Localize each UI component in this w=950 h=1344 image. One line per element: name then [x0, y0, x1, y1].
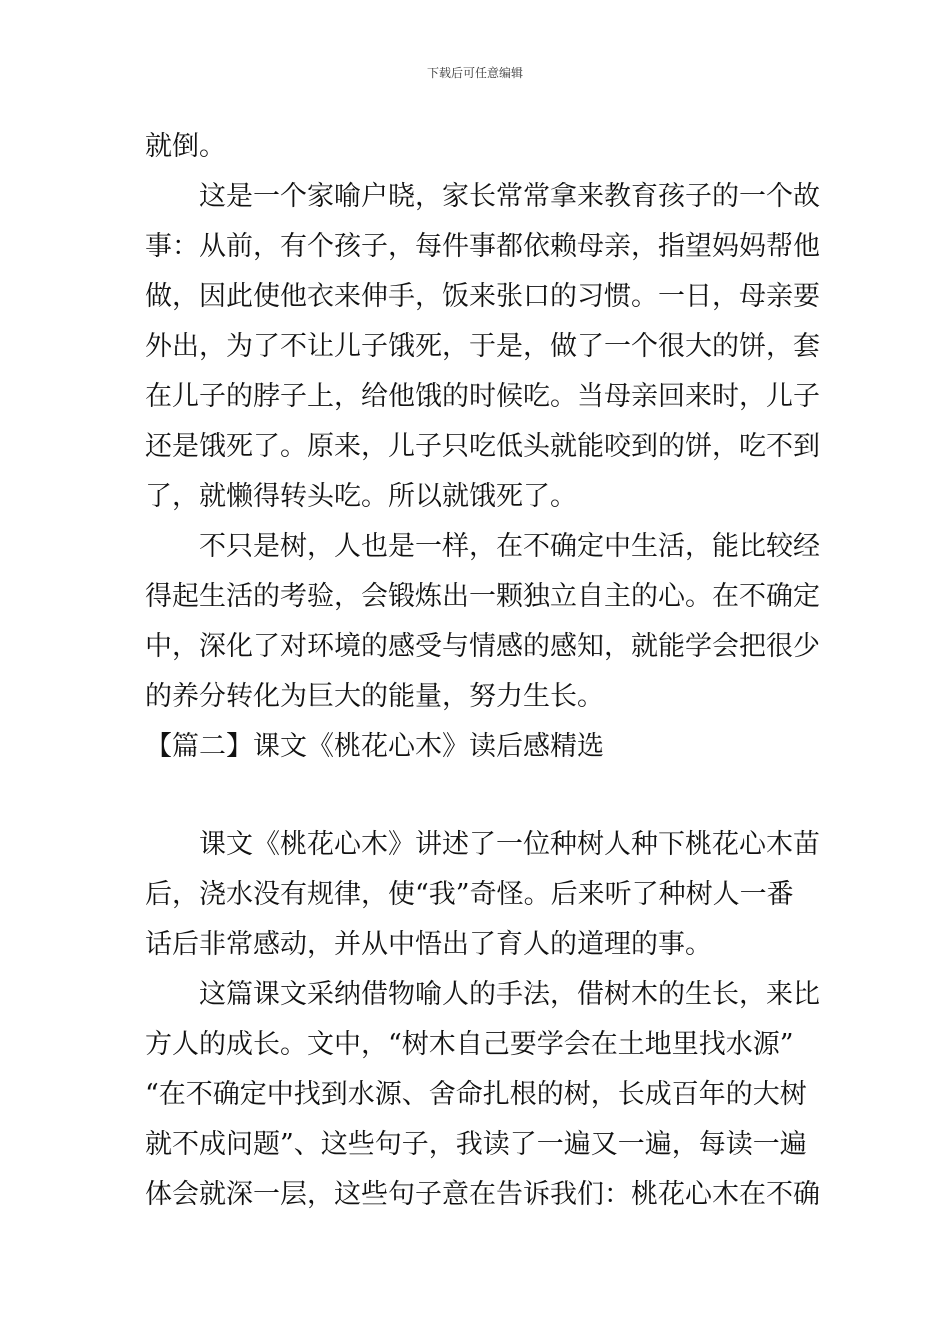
section-heading: 【篇二】课文《桃花心木》读后感精选 — [145, 731, 604, 762]
paragraph-line: 了，就懒得转头吃。所以就饿死了。 — [145, 481, 577, 512]
paragraph-line: 的养分转化为巨大的能量，努力生长。 — [145, 681, 604, 712]
paragraph-line: 课文《桃花心木》讲述了一位种树人种下桃花心木苗 — [199, 829, 820, 860]
paragraph-line: 这是一个家喻户晓，家长常常拿来教育孩子的一个故 — [199, 181, 820, 212]
paragraph-line: “在不确定中找到水源、舍命扎根的树，长成百年的大树 — [145, 1079, 807, 1110]
paragraph-line: 得起生活的考验，会锻炼出一颗独立自主的心。在不确定 — [145, 581, 820, 612]
paragraph-line: 就不成问题”、这些句子，我读了一遍又一遍，每读一遍 — [145, 1129, 807, 1160]
paragraph-line: 做，因此使他衣来伸手，饭来张口的习惯。一日，母亲要 — [145, 281, 820, 312]
paragraph-line: 还是饿死了。原来，儿子只吃低头就能咬到的饼，吃不到 — [145, 431, 820, 462]
paragraph-line: 中，深化了对环境的感受与情感的感知，就能学会把很少 — [145, 631, 820, 662]
page-header: 下载后可任意编辑 — [426, 66, 523, 80]
paragraph-line: 就倒。 — [145, 131, 226, 162]
paragraph-line: 方人的成长。文中，“树木自己要学会在土地里找水源” — [145, 1029, 794, 1060]
paragraph-line: 这篇课文采纳借物喻人的手法，借树木的生长，来比 — [199, 979, 820, 1010]
paragraph-line: 后，浇水没有规律，使“我”奇怪。后来听了种树人一番 — [145, 879, 794, 910]
paragraph-line: 体会就深一层，这些句子意在告诉我们：桃花心木在不确 — [145, 1179, 820, 1210]
paragraph-line: 话后非常感动，并从中悟出了育人的道理的事。 — [145, 929, 712, 960]
paragraph-line: 事：从前，有个孩子，每件事都依赖母亲，指望妈妈帮他 — [145, 231, 820, 262]
paragraph-line: 在儿子的脖子上，给他饿的时候吃。当母亲回来时，儿子 — [145, 381, 820, 412]
paragraph-line: 外出，为了不让儿子饿死，于是，做了一个很大的饼，套 — [145, 331, 820, 362]
paragraph-line: 不只是树，人也是一样，在不确定中生活，能比较经 — [199, 531, 820, 562]
